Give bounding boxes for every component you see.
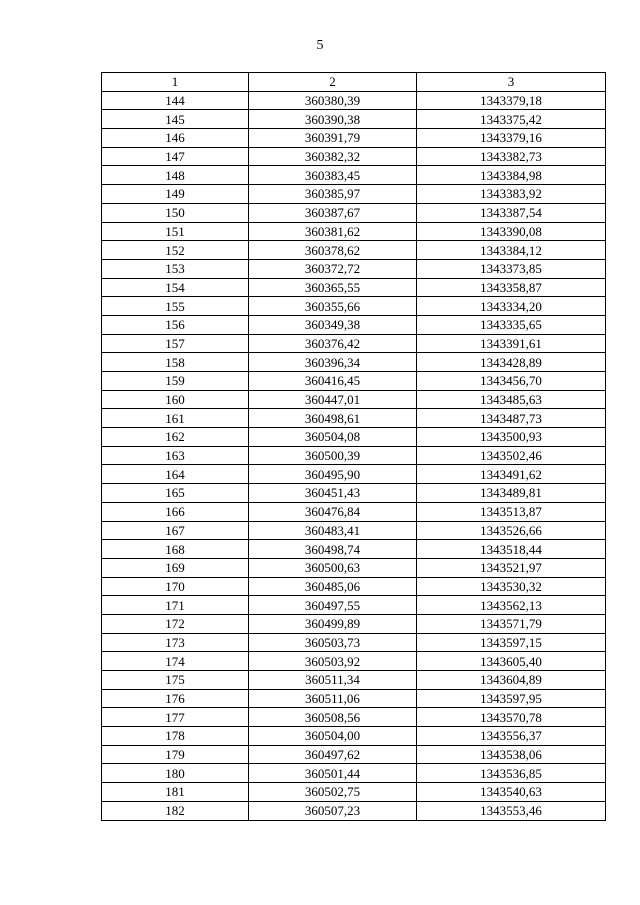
point-number-cell: 170 bbox=[102, 577, 249, 596]
table-row bbox=[102, 745, 606, 764]
table-row bbox=[102, 484, 606, 503]
x-coordinate-cell: 360383,45 bbox=[249, 166, 417, 185]
y-coordinate-cell: 1343605,40 bbox=[417, 652, 606, 671]
point-number-cell: 158 bbox=[102, 353, 249, 372]
table-row bbox=[102, 502, 606, 521]
y-coordinate-cell: 1343530,32 bbox=[417, 577, 606, 596]
point-number-cell: 152 bbox=[102, 241, 249, 260]
table-row bbox=[102, 671, 606, 690]
table-row bbox=[102, 801, 606, 820]
point-number-cell: 167 bbox=[102, 521, 249, 540]
point-number-cell: 176 bbox=[102, 689, 249, 708]
x-coordinate-cell: 360451,43 bbox=[249, 484, 417, 503]
x-coordinate-cell: 360500,39 bbox=[249, 446, 417, 465]
y-coordinate-cell: 1343456,70 bbox=[417, 372, 606, 391]
x-coordinate-cell: 360499,89 bbox=[249, 614, 417, 633]
table-row bbox=[102, 147, 606, 166]
table-row bbox=[102, 689, 606, 708]
table-row bbox=[102, 241, 606, 260]
y-coordinate-cell: 1343538,06 bbox=[417, 745, 606, 764]
y-coordinate-cell: 1343382,73 bbox=[417, 147, 606, 166]
y-coordinate-cell: 1343553,46 bbox=[417, 801, 606, 820]
table-row bbox=[102, 540, 606, 559]
point-number-cell: 154 bbox=[102, 278, 249, 297]
point-number-cell: 150 bbox=[102, 203, 249, 222]
x-coordinate-cell: 360504,08 bbox=[249, 428, 417, 447]
point-number-cell: 149 bbox=[102, 185, 249, 204]
y-coordinate-cell: 1343502,46 bbox=[417, 446, 606, 465]
y-coordinate-cell: 1343491,62 bbox=[417, 465, 606, 484]
x-coordinate-cell: 360381,62 bbox=[249, 222, 417, 241]
x-coordinate-cell: 360503,73 bbox=[249, 633, 417, 652]
table-row bbox=[102, 409, 606, 428]
y-coordinate-cell: 1343518,44 bbox=[417, 540, 606, 559]
point-number-cell: 171 bbox=[102, 596, 249, 615]
y-coordinate-cell: 1343373,85 bbox=[417, 259, 606, 278]
table-row bbox=[102, 129, 606, 148]
x-coordinate-cell: 360485,06 bbox=[249, 577, 417, 596]
x-coordinate-cell: 360502,75 bbox=[249, 783, 417, 802]
page-number: 5 bbox=[316, 38, 324, 53]
table-row bbox=[102, 596, 606, 615]
table-row bbox=[102, 633, 606, 652]
y-coordinate-cell: 1343571,79 bbox=[417, 614, 606, 633]
y-coordinate-cell: 1343383,92 bbox=[417, 185, 606, 204]
y-coordinate-cell: 1343597,95 bbox=[417, 689, 606, 708]
point-number-cell: 164 bbox=[102, 465, 249, 484]
table-row bbox=[102, 614, 606, 633]
x-coordinate-cell: 360396,34 bbox=[249, 353, 417, 372]
point-number-cell: 174 bbox=[102, 652, 249, 671]
table-row bbox=[102, 185, 606, 204]
y-coordinate-cell: 1343379,16 bbox=[417, 129, 606, 148]
x-coordinate-cell: 360500,63 bbox=[249, 558, 417, 577]
point-number-cell: 155 bbox=[102, 297, 249, 316]
point-number-cell: 147 bbox=[102, 147, 249, 166]
x-coordinate-cell: 360511,34 bbox=[249, 671, 417, 690]
point-number-cell: 165 bbox=[102, 484, 249, 503]
point-number-cell: 145 bbox=[102, 110, 249, 129]
table-row bbox=[102, 353, 606, 372]
table-row bbox=[102, 110, 606, 129]
x-coordinate-cell: 360501,44 bbox=[249, 764, 417, 783]
point-number-cell: 148 bbox=[102, 166, 249, 185]
table-row bbox=[102, 259, 606, 278]
x-coordinate-cell: 360495,90 bbox=[249, 465, 417, 484]
x-coordinate-cell: 360382,32 bbox=[249, 147, 417, 166]
point-number-cell: 160 bbox=[102, 390, 249, 409]
point-number-cell: 163 bbox=[102, 446, 249, 465]
table-row bbox=[102, 315, 606, 334]
point-number-cell: 151 bbox=[102, 222, 249, 241]
table-row bbox=[102, 166, 606, 185]
x-coordinate-cell: 360376,42 bbox=[249, 334, 417, 353]
x-coordinate-cell: 360511,06 bbox=[249, 689, 417, 708]
point-number-cell: 169 bbox=[102, 558, 249, 577]
x-coordinate-cell: 360497,62 bbox=[249, 745, 417, 764]
point-number-cell: 166 bbox=[102, 502, 249, 521]
point-number-cell: 181 bbox=[102, 783, 249, 802]
x-coordinate-cell: 360416,45 bbox=[249, 372, 417, 391]
table-body bbox=[102, 91, 606, 820]
table-row bbox=[102, 558, 606, 577]
table-row bbox=[102, 521, 606, 540]
column-header-2: 2 bbox=[249, 73, 417, 92]
x-coordinate-cell: 360390,38 bbox=[249, 110, 417, 129]
y-coordinate-cell: 1343485,63 bbox=[417, 390, 606, 409]
y-coordinate-cell: 1343335,65 bbox=[417, 315, 606, 334]
x-coordinate-cell: 360378,62 bbox=[249, 241, 417, 260]
point-number-cell: 177 bbox=[102, 708, 249, 727]
x-coordinate-cell: 360380,39 bbox=[249, 91, 417, 110]
y-coordinate-cell: 1343375,42 bbox=[417, 110, 606, 129]
y-coordinate-cell: 1343521,97 bbox=[417, 558, 606, 577]
y-coordinate-cell: 1343500,93 bbox=[417, 428, 606, 447]
y-coordinate-cell: 1343384,12 bbox=[417, 241, 606, 260]
y-coordinate-cell: 1343536,85 bbox=[417, 764, 606, 783]
y-coordinate-cell: 1343358,87 bbox=[417, 278, 606, 297]
table-row bbox=[102, 764, 606, 783]
table-row bbox=[102, 297, 606, 316]
table-row bbox=[102, 278, 606, 297]
point-number-cell: 157 bbox=[102, 334, 249, 353]
x-coordinate-cell: 360498,61 bbox=[249, 409, 417, 428]
x-coordinate-cell: 360391,79 bbox=[249, 129, 417, 148]
y-coordinate-cell: 1343556,37 bbox=[417, 727, 606, 746]
point-number-cell: 161 bbox=[102, 409, 249, 428]
column-header-1: 1 bbox=[102, 73, 249, 92]
point-number-cell: 179 bbox=[102, 745, 249, 764]
point-number-cell: 162 bbox=[102, 428, 249, 447]
y-coordinate-cell: 1343562,13 bbox=[417, 596, 606, 615]
y-coordinate-cell: 1343489,81 bbox=[417, 484, 606, 503]
y-coordinate-cell: 1343597,15 bbox=[417, 633, 606, 652]
y-coordinate-cell: 1343526,66 bbox=[417, 521, 606, 540]
point-number-cell: 153 bbox=[102, 259, 249, 278]
y-coordinate-cell: 1343570,78 bbox=[417, 708, 606, 727]
y-coordinate-cell: 1343540,63 bbox=[417, 783, 606, 802]
point-number-cell: 175 bbox=[102, 671, 249, 690]
y-coordinate-cell: 1343487,73 bbox=[417, 409, 606, 428]
y-coordinate-cell: 1343428,89 bbox=[417, 353, 606, 372]
point-number-cell: 156 bbox=[102, 315, 249, 334]
table-row bbox=[102, 577, 606, 596]
point-number-cell: 182 bbox=[102, 801, 249, 820]
table-row bbox=[102, 446, 606, 465]
x-coordinate-cell: 360365,55 bbox=[249, 278, 417, 297]
y-coordinate-cell: 1343513,87 bbox=[417, 502, 606, 521]
point-number-cell: 173 bbox=[102, 633, 249, 652]
coordinates-table bbox=[101, 72, 606, 821]
table-row bbox=[102, 222, 606, 241]
table-row bbox=[102, 465, 606, 484]
x-coordinate-cell: 360497,55 bbox=[249, 596, 417, 615]
x-coordinate-cell: 360355,66 bbox=[249, 297, 417, 316]
y-coordinate-cell: 1343379,18 bbox=[417, 91, 606, 110]
point-number-cell: 178 bbox=[102, 727, 249, 746]
table-row bbox=[102, 91, 606, 110]
x-coordinate-cell: 360372,72 bbox=[249, 259, 417, 278]
table-row bbox=[102, 727, 606, 746]
x-coordinate-cell: 360498,74 bbox=[249, 540, 417, 559]
x-coordinate-cell: 360504,00 bbox=[249, 727, 417, 746]
column-header-3: 3 bbox=[417, 73, 606, 92]
table-row bbox=[102, 783, 606, 802]
y-coordinate-cell: 1343387,54 bbox=[417, 203, 606, 222]
x-coordinate-cell: 360503,92 bbox=[249, 652, 417, 671]
x-coordinate-cell: 360508,56 bbox=[249, 708, 417, 727]
table-header-row bbox=[102, 73, 606, 92]
x-coordinate-cell: 360349,38 bbox=[249, 315, 417, 334]
x-coordinate-cell: 360387,67 bbox=[249, 203, 417, 222]
x-coordinate-cell: 360476,84 bbox=[249, 502, 417, 521]
point-number-cell: 180 bbox=[102, 764, 249, 783]
x-coordinate-cell: 360447,01 bbox=[249, 390, 417, 409]
point-number-cell: 144 bbox=[102, 91, 249, 110]
table-row bbox=[102, 390, 606, 409]
point-number-cell: 159 bbox=[102, 372, 249, 391]
table-row bbox=[102, 652, 606, 671]
table-row bbox=[102, 203, 606, 222]
x-coordinate-cell: 360385,97 bbox=[249, 185, 417, 204]
table-row bbox=[102, 334, 606, 353]
table-row bbox=[102, 708, 606, 727]
point-number-cell: 172 bbox=[102, 614, 249, 633]
y-coordinate-cell: 1343384,98 bbox=[417, 166, 606, 185]
table-row bbox=[102, 428, 606, 447]
point-number-cell: 146 bbox=[102, 129, 249, 148]
y-coordinate-cell: 1343390,08 bbox=[417, 222, 606, 241]
x-coordinate-cell: 360483,41 bbox=[249, 521, 417, 540]
y-coordinate-cell: 1343604,89 bbox=[417, 671, 606, 690]
table-row bbox=[102, 372, 606, 391]
x-coordinate-cell: 360507,23 bbox=[249, 801, 417, 820]
y-coordinate-cell: 1343391,61 bbox=[417, 334, 606, 353]
y-coordinate-cell: 1343334,20 bbox=[417, 297, 606, 316]
point-number-cell: 168 bbox=[102, 540, 249, 559]
